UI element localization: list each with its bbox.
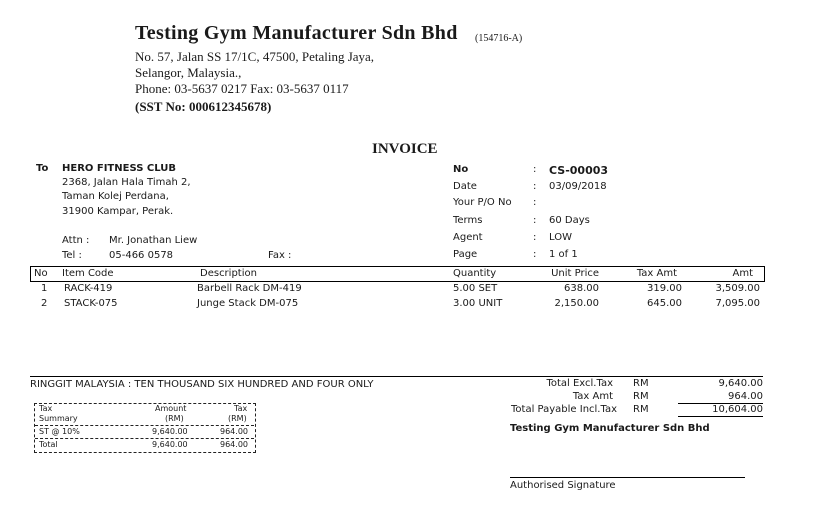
tax-summary-header-amount: Amount — [155, 404, 187, 413]
col-header-unit-price: Unit Price — [551, 268, 599, 279]
total-excl-tax-label: Total Excl.Tax — [546, 378, 613, 389]
tax-amt-value: 964.00 — [728, 391, 763, 402]
info-label-page: Page — [453, 249, 478, 260]
info-value-page: 1 of 1 — [549, 249, 578, 260]
info-colon: : — [533, 197, 537, 208]
tax-summary-row-label: ST @ 10% — [39, 427, 80, 436]
col-header-amt: Amt — [732, 268, 753, 279]
tax-summary-header-rm: (RM) — [165, 414, 184, 423]
fax-label: Fax : — [268, 250, 292, 261]
info-colon: : — [533, 215, 537, 226]
total-excl-tax-currency: RM — [633, 378, 649, 389]
info-value-date: 03/09/2018 — [549, 181, 607, 192]
tax-amt-currency: RM — [633, 391, 649, 402]
info-value-no: CS-00003 — [549, 164, 609, 177]
row-amt: 3,509.00 — [715, 283, 760, 294]
col-header-quantity: Quantity — [453, 268, 497, 279]
info-label-no: No — [453, 164, 469, 175]
customer-address-line1: 2368, Jalan Hala Timah 2, — [62, 177, 191, 188]
company-name: Testing Gym Manufacturer Sdn Bhd — [135, 22, 458, 44]
info-value-agent: LOW — [549, 232, 572, 243]
row-unit-price: 2,150.00 — [554, 298, 599, 309]
info-value-terms: 60 Days — [549, 215, 590, 226]
tax-summary-header-tax: Tax — [39, 404, 53, 413]
attn-label: Attn : — [62, 235, 90, 246]
amount-in-words: RINGGIT MALAYSIA : TEN THOUSAND SIX HUNDRED AND FOUR ONLY — [30, 379, 374, 390]
row-item-code: STACK-075 — [64, 298, 118, 309]
row-no: 2 — [41, 298, 48, 309]
info-label-agent: Agent — [453, 232, 483, 243]
tax-amt-label: Tax Amt — [572, 391, 613, 402]
tax-summary-divider — [35, 438, 254, 439]
tax-summary-total-amount: 9,640.00 — [152, 440, 188, 449]
company-phone-fax: Phone: 03-5637 0217 Fax: 03-5637 0117 — [135, 81, 349, 96]
signoff-company: Testing Gym Manufacturer Sdn Bhd — [510, 423, 710, 434]
company-address-line1: No. 57, Jalan SS 17/1C, 47500, Petaling Jaya, — [135, 49, 375, 64]
row-amt: 7,095.00 — [715, 298, 760, 309]
col-header-item-code: Item Code — [62, 268, 114, 279]
total-payable-currency: RM — [633, 404, 649, 415]
info-colon: : — [533, 181, 537, 192]
tax-summary-row-tax: 964.00 — [220, 427, 248, 436]
total-excl-tax-value: 9,640.00 — [718, 378, 763, 389]
row-item-code: RACK-419 — [64, 283, 113, 294]
row-quantity: 5.00 SET — [453, 283, 498, 294]
company-sst-no: (SST No: 000612345678) — [135, 99, 272, 114]
row-description: Barbell Rack DM-419 — [197, 283, 302, 294]
tax-summary-divider — [35, 425, 254, 426]
col-header-no: No — [34, 268, 48, 279]
row-no: 1 — [41, 283, 48, 294]
customer-address-line3: 31900 Kampar, Perak. — [62, 206, 174, 217]
row-description: Junge Stack DM-075 — [197, 298, 299, 309]
signature-line — [510, 477, 745, 478]
footer-divider — [30, 376, 763, 377]
total-underline — [678, 416, 763, 417]
signature-label: Authorised Signature — [510, 480, 616, 491]
tel-label: Tel : — [62, 250, 82, 261]
info-colon: : — [533, 249, 537, 260]
total-payable-label: Total Payable Incl.Tax — [511, 404, 617, 415]
row-tax-amt: 319.00 — [647, 283, 682, 294]
row-unit-price: 638.00 — [564, 283, 599, 294]
info-colon: : — [533, 164, 537, 175]
tax-summary-total-tax: 964.00 — [220, 440, 248, 449]
tax-summary-total-label: Total — [39, 440, 58, 449]
customer-address-line2: Taman Kolej Perdana, — [62, 191, 169, 202]
tax-summary-row-amount: 9,640.00 — [152, 427, 188, 436]
company-reg-no: (154716-A) — [475, 33, 523, 44]
company-address-line2: Selangor, Malaysia., — [135, 65, 242, 80]
info-label-terms: Terms — [453, 215, 483, 226]
customer-name: HERO FITNESS CLUB — [62, 163, 176, 174]
info-colon: : — [533, 232, 537, 243]
row-quantity: 3.00 UNIT — [453, 298, 503, 309]
info-label-date: Date — [453, 181, 477, 192]
to-label: To — [36, 163, 49, 174]
col-header-description: Description — [200, 268, 257, 279]
tax-summary-header-summary: Summary — [39, 414, 78, 423]
col-header-tax-amt: Tax Amt — [636, 268, 677, 279]
row-tax-amt: 645.00 — [647, 298, 682, 309]
tax-summary-header-rm2: (RM) — [228, 414, 247, 423]
info-label-po: Your P/O No — [453, 197, 512, 208]
total-payable-value: 10,604.00 — [712, 404, 763, 415]
tel-value: 05-466 0578 — [109, 250, 174, 261]
document-title: INVOICE — [372, 141, 438, 157]
tax-summary-header-tax2: Tax — [234, 404, 248, 413]
attn-value: Mr. Jonathan Liew — [109, 235, 198, 246]
